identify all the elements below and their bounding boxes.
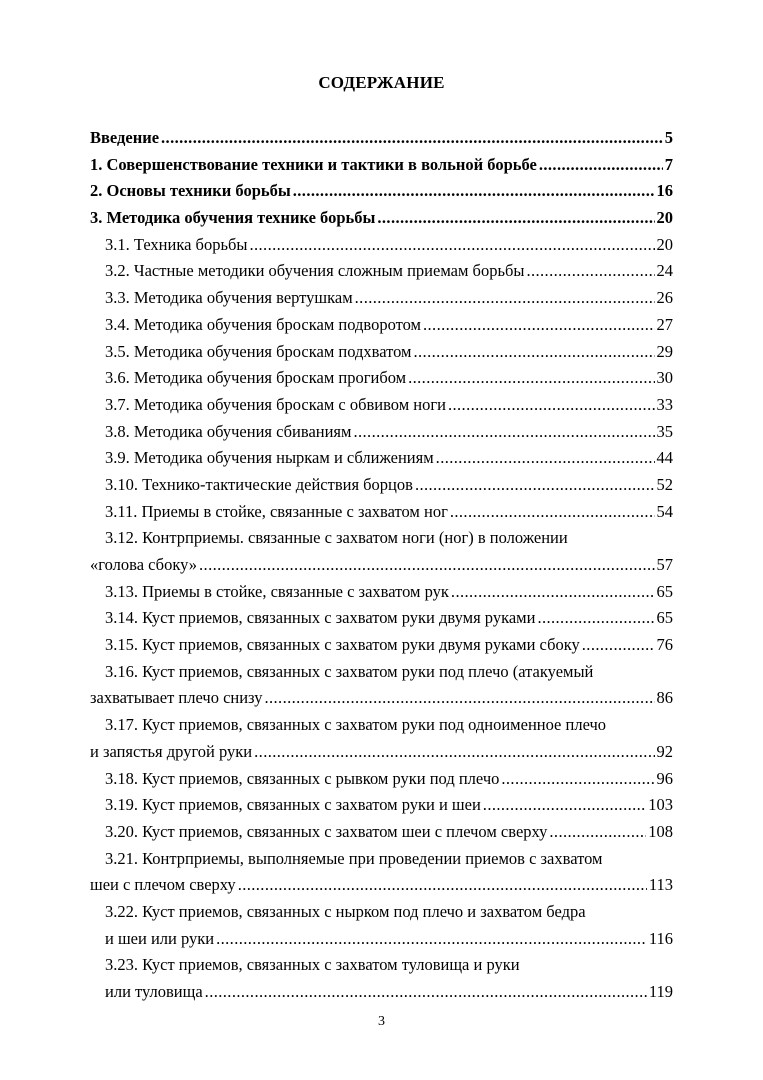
toc-entry-label: 3.9. Методика обучения ныркам и сближениям (105, 448, 434, 468)
leader-dots (293, 178, 655, 205)
toc-entry[interactable] (90, 659, 673, 686)
toc-entry-label: 3.4. Методика обучения броскам подворотом (105, 314, 421, 334)
toc-entry[interactable] (90, 899, 673, 926)
leader-dots (537, 605, 654, 632)
leader-dots (377, 205, 654, 232)
toc-entry[interactable] (90, 525, 673, 552)
leader-dots (451, 579, 655, 606)
leader-dots (264, 685, 654, 712)
toc-entry[interactable] (90, 312, 673, 339)
leader-dots (450, 499, 655, 526)
toc-entry-page: 54 (656, 501, 673, 521)
toc-entry-page: 116 (648, 928, 673, 948)
toc-entry-label: 3.3. Методика обучения вертушкам (105, 288, 353, 308)
toc-entry-label: захватывает плечо снизу (90, 688, 263, 708)
page-number: 3 (378, 1014, 385, 1029)
toc-entry[interactable] (90, 685, 673, 712)
toc-entry[interactable] (90, 952, 673, 979)
toc-entry-page: 33 (656, 394, 673, 414)
leader-dots (549, 819, 646, 846)
leader-dots (526, 258, 654, 285)
toc-entry-label: 3.17. Куст приемов, связанных с захватом руки под одноименное плечо (105, 715, 607, 735)
toc-entry-page: 26 (656, 288, 673, 308)
toc-entry-label: и запястья другой руки (90, 741, 253, 761)
toc-entry[interactable] (90, 232, 673, 259)
toc-entry-page: 27 (656, 314, 673, 334)
toc-entry-label: 1. Совершенствование техники и тактики в вольной борьбе (90, 154, 537, 174)
toc-entry-page: 30 (656, 368, 673, 388)
toc-entry[interactable] (90, 712, 673, 739)
toc-entry[interactable] (90, 579, 673, 606)
toc-entry-label: 3.6. Методика обучения броскам прогибом (105, 368, 407, 388)
toc-entry-label: 3.5. Методика обучения броскам подхватом (105, 341, 412, 361)
leader-dots (415, 472, 655, 499)
toc-entry[interactable] (90, 205, 673, 232)
toc-entry-page: 35 (656, 421, 673, 441)
toc-entry[interactable] (90, 339, 673, 366)
toc-entry-label: шеи с плечом сверху (90, 875, 236, 895)
toc-entry-label: 3.16. Куст приемов, связанных с захватом руки под плечо (атакуемый (105, 661, 594, 681)
toc-entry-label: 3.7. Методика обучения броскам с обвивом ноги (105, 394, 446, 414)
toc-entry[interactable] (90, 125, 673, 152)
toc-entry-label: 3.20. Куст приемов, связанных с захватом шеи с плечом сверху (105, 821, 548, 841)
toc-entry-label: 3.14. Куст приемов, связанных с захватом руки двумя руками (105, 608, 536, 628)
toc-entry-label: 3.8. Методика обучения сбиваниям (105, 421, 352, 441)
toc-entry[interactable] (90, 392, 673, 419)
page-title: СОДЕРЖАНИЕ (318, 73, 445, 92)
leader-dots (353, 419, 654, 446)
toc-entry-label: или туловища (105, 982, 203, 1001)
toc-entry-label: 3. Методика обучения технике борьбы (90, 208, 376, 228)
leader-dots (161, 125, 663, 152)
toc-entry-label: 3.22. Куст приемов, связанных с нырком под плечо и захватом бедра (105, 901, 586, 921)
toc-entry-label: 2. Основы техники борьбы (90, 181, 291, 201)
toc-entry[interactable] (90, 152, 673, 179)
toc-entry-page: 96 (656, 768, 673, 788)
leader-dots (216, 926, 647, 953)
leader-dots (408, 365, 654, 392)
toc-entry[interactable] (90, 472, 673, 499)
toc-entry-label: 3.12. Контрприемы. связанные с захватом ноги (ног) в положении (105, 528, 568, 548)
toc-entry-page: 29 (656, 341, 673, 361)
leader-dots (414, 339, 655, 366)
toc-entry[interactable] (90, 365, 673, 392)
toc-entry-label: 3.10. Технико-тактические действия борцов (105, 474, 413, 494)
toc-entry-page: 119 (648, 982, 673, 1001)
toc-entry[interactable] (90, 178, 673, 205)
toc-entry[interactable] (90, 766, 673, 793)
toc-entry[interactable] (90, 792, 673, 819)
table-of-contents (90, 125, 673, 1006)
toc-entry-page: 86 (656, 688, 673, 708)
leader-dots (238, 872, 647, 899)
toc-entry[interactable] (90, 979, 673, 1006)
toc-entry[interactable] (90, 739, 673, 766)
toc-entry-page: 92 (656, 741, 673, 761)
toc-entry[interactable] (90, 552, 673, 579)
toc-entry[interactable] (90, 926, 673, 953)
toc-entry-page: 7 (664, 154, 673, 174)
leader-dots (205, 979, 647, 1006)
toc-entry-page: 103 (648, 795, 673, 815)
toc-entry-label: 3.1. Техника борьбы (105, 234, 248, 254)
leader-dots (254, 739, 654, 766)
toc-entry[interactable] (90, 285, 673, 312)
toc-entry-page: 108 (648, 821, 673, 841)
toc-entry-page: 24 (656, 261, 673, 281)
toc-entry-page: 57 (656, 555, 673, 574)
toc-entry-label: 3.2. Частные методики обучения сложным приемам борьбы (105, 261, 525, 281)
leader-dots (249, 232, 654, 259)
leader-dots (423, 312, 655, 339)
toc-entry-page: 76 (656, 635, 673, 655)
toc-entry-label: 3.21. Контрприемы, выполняемые при проведении приемов с захватом (105, 848, 603, 868)
toc-entry-page: 16 (656, 181, 673, 201)
toc-entry[interactable] (90, 846, 673, 873)
toc-entry[interactable] (90, 632, 673, 659)
toc-entry[interactable] (90, 499, 673, 526)
leader-dots (448, 392, 655, 419)
toc-entry-page: 44 (656, 448, 673, 468)
toc-entry-page: 20 (656, 234, 673, 254)
toc-entry-label: 3.11. Приемы в стойке, связанные с захватом ног (105, 501, 448, 521)
toc-entry-label: 3.18. Куст приемов, связанных с рывком руки под плечо (105, 768, 500, 788)
leader-dots (483, 792, 646, 819)
toc-entry-page: 5 (664, 128, 673, 147)
toc-entry-label: и шеи или руки (105, 928, 215, 948)
toc-entry-label: 3.15. Куст приемов, связанных с захватом руки двумя руками сбоку (105, 635, 580, 655)
leader-dots (355, 285, 655, 312)
leader-dots (436, 445, 655, 472)
toc-entry-page: 113 (648, 875, 673, 895)
toc-entry-label: 3.19. Куст приемов, связанных с захватом руки и шеи (105, 795, 481, 815)
toc-entry[interactable] (90, 819, 673, 846)
toc-entry[interactable] (90, 419, 673, 446)
toc-entry-label: 3.13. Приемы в стойке, связанные с захватом рук (105, 581, 449, 601)
leader-dots (199, 552, 654, 579)
toc-entry-label: Введение (90, 128, 160, 147)
toc-entry-page: 52 (656, 474, 673, 494)
toc-entry-page: 20 (656, 208, 673, 228)
leader-dots (501, 766, 654, 793)
toc-entry-label: 3.23. Куст приемов, связанных с захватом туловища и руки (105, 955, 520, 975)
leader-dots (582, 632, 655, 659)
toc-entry[interactable] (90, 605, 673, 632)
toc-entry[interactable] (90, 445, 673, 472)
toc-entry[interactable] (90, 258, 673, 285)
toc-entry-page: 65 (656, 608, 673, 628)
leader-dots (539, 152, 663, 179)
toc-entry-page: 65 (656, 581, 673, 601)
toc-entry[interactable] (90, 872, 673, 899)
toc-entry-label: «голова сбоку» (90, 555, 198, 574)
